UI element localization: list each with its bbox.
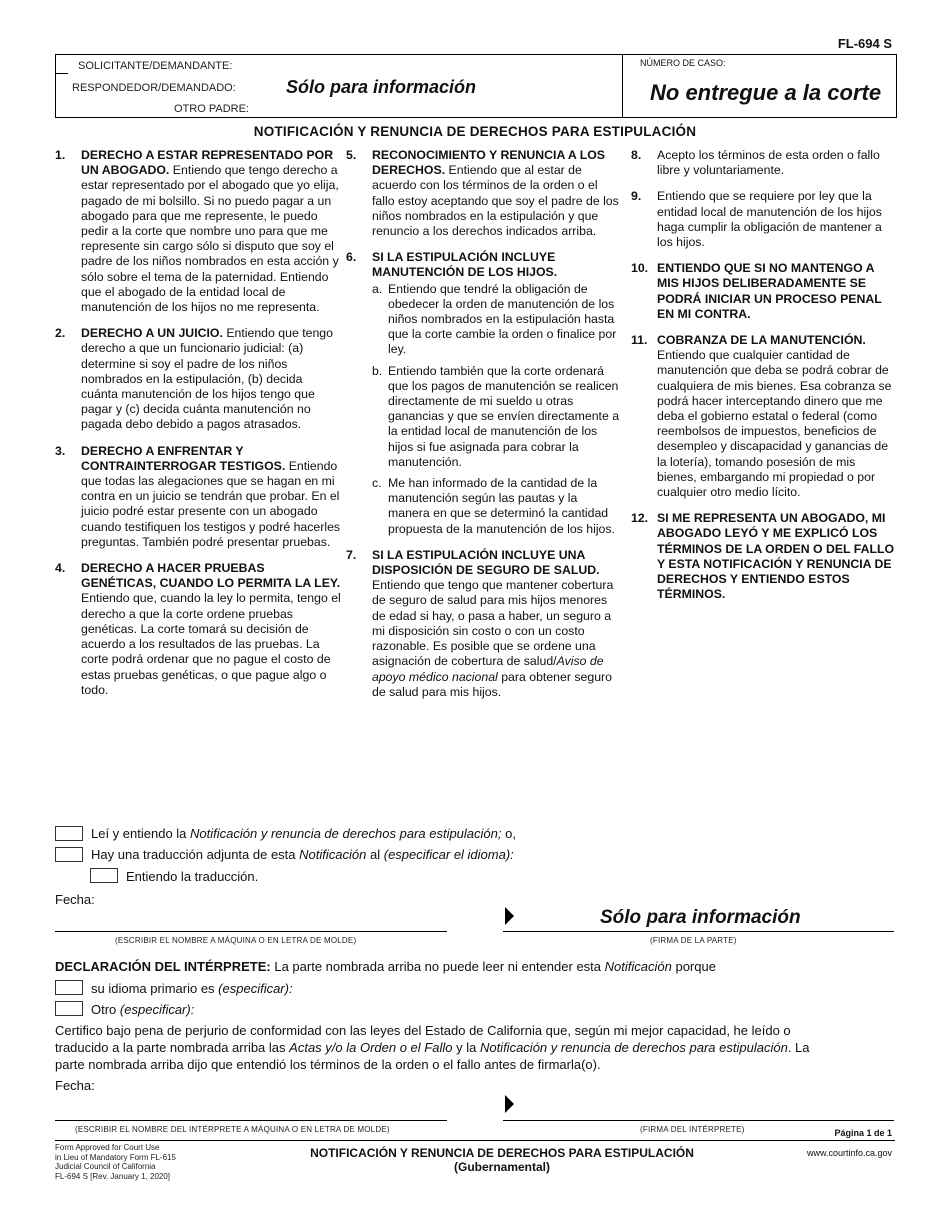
name-caption: (ESCRIBIR EL NOMBRE A MÁQUINA O EN LETRA DE MOLDE) bbox=[115, 936, 357, 945]
footer-subtitle: (Gubernamental) bbox=[453, 1160, 550, 1174]
item-heading: ENTIENDO QUE SI NO MANTENGO A MIS HIJOS DELIBERADAMENTE SE PODRÁ INICIAR UN PROCESO PENAL EN MI CONTRA. bbox=[657, 261, 882, 321]
item-body: Entiendo que, cuando la ley lo permita, tengo el derecho a que la corte ordene pruebas genéticas. La corte tomará su decisión de acuerdo a los resultados de las pruebas. La corte podrá ordenar que no pague el costo de estas pruebas genéticas, o que pague algo o todo. bbox=[81, 591, 341, 697]
text-italic: (especificar): bbox=[218, 981, 293, 996]
column-2 bbox=[346, 148, 621, 711]
other-reason-checkbox[interactable] bbox=[55, 1001, 83, 1016]
other-parent-label: OTRO PADRE: bbox=[174, 103, 249, 115]
item-3 bbox=[55, 444, 342, 550]
item-number: 7. bbox=[346, 547, 357, 562]
item-body: Entiendo que tengo derecho a estar representado por el abogado que yo elija, pagado de mi bolsillo. Si no puedo pagar a un abogado para que me represente, le puedo pedir a la corte que nombre uno para que me represente sin cargo sólo si disputo que soy el padre de los niños nombrados en esta acción y sólo sobre el tema de la paternidad. Entiendo que el abogado de la entidad local de manutención de los hijos no me representa. bbox=[81, 163, 339, 315]
item-number: 4. bbox=[55, 561, 66, 576]
text-italic: Notificación y renuncia de derechos para estipulación bbox=[479, 1040, 788, 1055]
interpreter-declaration bbox=[55, 958, 716, 975]
info-only-stamp: Sólo para información bbox=[286, 77, 477, 97]
item-heading: DERECHO A ESTAR REPRESENTADO POR UN ABOGADO. bbox=[81, 148, 334, 178]
approval-line: in Lieu of Mandatory Form FL-615 bbox=[55, 1152, 176, 1162]
item-heading: SI LA ESTIPULACIÓN INCLUYE UNA DISPOSICIÓN DE SEGURO DE SALUD. bbox=[372, 547, 600, 578]
item-1 bbox=[55, 148, 342, 315]
item-body: Entiendo que se requiere por ley que la entidad local de manutención de los hijos haga cumplir la obligación de mantener a los hijos. bbox=[657, 189, 882, 250]
item-body: Entiendo que todas las alegaciones que se hagan en mi contra en un juicio se tendrán que probar. En el juicio podré estar presente con un abogado cuando testifiquen los testigos y podré hacerles preguntas. También podré presentar pruebas. bbox=[81, 458, 341, 549]
form-id: FL-694 S bbox=[837, 36, 892, 51]
signature-caption: (FIRMA DE LA PARTE) bbox=[650, 936, 737, 945]
sign-here-arrow-icon bbox=[505, 907, 514, 925]
text-part: al bbox=[369, 847, 381, 862]
translation-checkbox[interactable] bbox=[55, 847, 83, 862]
item-10 bbox=[631, 261, 897, 322]
item-6 bbox=[346, 250, 621, 537]
page-title: NOTIFICACIÓN Y RENUNCIA DE DERECHOS PARA ESTIPULACIÓN bbox=[253, 124, 697, 139]
footer-rule bbox=[55, 1140, 895, 1141]
subitem-text: Me han informado de la cantidad de la manutención según las pautas y la manera en que se determinó la cantidad propuesta de la manutención de los hijos. bbox=[388, 476, 615, 536]
item-number: 3. bbox=[55, 443, 66, 458]
other-reason-text bbox=[91, 1002, 194, 1017]
item-body-italic: Aviso de apoyo médico nacional bbox=[372, 654, 604, 684]
item-heading: DERECHO A UN JUICIO. bbox=[81, 326, 223, 341]
text-italic: Actas y/o la Orden o el Fallo bbox=[289, 1040, 453, 1055]
item-4 bbox=[55, 561, 342, 698]
signature-info-only: Sólo para información bbox=[600, 907, 801, 928]
text-part: o, bbox=[505, 826, 516, 841]
interpreter-name-caption: (ESCRIBIR EL NOMBRE DEL INTÉRPRETE A MÁQUINA O EN LETRA DE MOLDE) bbox=[75, 1125, 390, 1134]
text-italic: Notificación y renuncia de derechos para estipulación; bbox=[190, 826, 502, 841]
item-9 bbox=[631, 189, 897, 250]
text-part: su idioma primario es bbox=[91, 981, 215, 996]
item-body: Entiendo que tengo derecho a que un funcionario judicial: (a) determine si soy el padre de los niños nombrados en la estipulación, (b) decida cuánta manutención de los hijos tengo que pagar y (c) decida cuánta manutención no pagada debo debido a pagos atrasados. bbox=[81, 326, 333, 432]
caption-divider bbox=[622, 54, 623, 118]
column-1 bbox=[55, 148, 342, 709]
cert-line-1: Certifico bajo pena de perjurio de conformidad con las leyes del Estado de California que, según mi mejor capacidad, he leído o bbox=[55, 1023, 791, 1038]
item-body: Acepto los términos de esta orden o fallo libre y voluntariamente. bbox=[657, 148, 880, 178]
subitem-letter: a. bbox=[372, 281, 383, 296]
certification-text bbox=[55, 1022, 895, 1073]
page-number: Página 1 de 1 bbox=[834, 1128, 892, 1138]
interpreter-date-label: Fecha: bbox=[55, 1078, 95, 1093]
case-number-label: NÚMERO DE CASO: bbox=[640, 58, 726, 68]
item-number: 11. bbox=[631, 333, 648, 348]
text-italic: (especificar el idioma): bbox=[383, 847, 514, 862]
approval-line: Form Approved for Court Use bbox=[55, 1143, 160, 1152]
text-part: Leí y entiendo la bbox=[91, 826, 187, 841]
subitem-letter: b. bbox=[372, 363, 383, 378]
text-italic: Notificación bbox=[604, 959, 672, 974]
cert-line-2 bbox=[55, 1039, 895, 1056]
do-not-file-stamp: No entregue a la corte bbox=[650, 80, 882, 105]
column-3 bbox=[631, 148, 897, 613]
text-italic: (especificar): bbox=[119, 1002, 195, 1017]
item-5 bbox=[346, 148, 621, 239]
item-heading: SI LA ESTIPULACIÓN INCLUYE MANUTENCIÓN DE LOS HIJOS. bbox=[372, 250, 558, 280]
understand-translation-checkbox[interactable] bbox=[90, 868, 118, 883]
item-number: 2. bbox=[55, 326, 66, 341]
item-heading: DERECHO A HACER PRUEBAS GENÉTICAS, CUANDO LO PERMITA LA LEY. bbox=[81, 561, 341, 591]
interpreter-heading: DECLARACIÓN DEL INTÉRPRETE: bbox=[55, 959, 271, 974]
item-body: Entiendo que cualquier cantidad de manutención que deba se podrá cobrar de cualquiera de mis bienes. Esa cobranza se podrá hacer interceptando dinero que me deba el gobierno estatal o federal (como reembolsos de impuestos, beneficios de desempleo y discapacidad y ganancias de la lotería), tomando posesión de mis bienes, embargando mi propiedad o por cualquier otro medio lícito. bbox=[657, 348, 892, 500]
text-part: traducido a la parte nombrada arriba las bbox=[55, 1040, 286, 1055]
interpreter-name-line[interactable] bbox=[55, 1120, 447, 1121]
item-8 bbox=[631, 148, 897, 178]
interpreter-signature-line[interactable] bbox=[503, 1120, 894, 1121]
respondent-label: RESPONDEDOR/DEMANDADO: bbox=[72, 82, 236, 94]
signature-line[interactable] bbox=[503, 931, 894, 932]
item-body: Entiendo que al estar de acuerdo con los términos de la orden o el fallo estoy aceptando que soy el padre de los niños nombrados en la estipulación y que renuncio a los derechos indicados arriba. bbox=[372, 163, 619, 239]
text-part: Otro bbox=[91, 1002, 117, 1017]
text-part: Hay una traducción adjunta de esta bbox=[91, 847, 296, 862]
item-11 bbox=[631, 333, 897, 500]
item-number: 9. bbox=[631, 189, 642, 204]
understand-translation-text: Entiendo la traducción. bbox=[126, 869, 259, 884]
petitioner-label: SOLICITANTE/DEMANDANTE: bbox=[78, 60, 233, 72]
primary-language-text bbox=[91, 981, 293, 996]
item-number: 12. bbox=[631, 511, 649, 526]
subitem-letter: c. bbox=[372, 476, 382, 491]
subitem-a bbox=[372, 282, 621, 358]
item-7 bbox=[346, 548, 621, 700]
item-heading: DERECHO A ENFRENTAR Y CONTRAINTERROGAR TESTIGOS. bbox=[81, 443, 286, 473]
item-number: 5. bbox=[346, 148, 357, 162]
primary-language-checkbox[interactable] bbox=[55, 980, 83, 995]
item-number: 8. bbox=[631, 148, 642, 162]
subitem-text: Entiendo también que la corte ordenará que los pagos de manutención se realicen directamente de mi sueldo u otras ganancias y que se envíen directamente a la entidad local de manutención de los hijos si fue asignada para cobrar la manutención. bbox=[388, 363, 620, 469]
name-line[interactable] bbox=[55, 931, 447, 932]
item-heading: RECONOCIMIENTO Y RENUNCIA A LOS DERECHOS. bbox=[372, 148, 605, 178]
approval-line: FL-694 S [Rev. January 1, 2020] bbox=[55, 1171, 171, 1181]
caption-tick bbox=[56, 73, 68, 74]
translation-text bbox=[91, 847, 514, 862]
footer-title: NOTIFICACIÓN Y RENUNCIA DE DERECHOS PARA ESTIPULACIÓN bbox=[310, 1146, 694, 1160]
subitem-text: Entiendo que tendré la obligación de obedecer la orden de manutención de los niños nombrados en la estipulación hasta que la corte cambie la orden o finalice por ley. bbox=[388, 281, 617, 357]
subitem-b bbox=[372, 364, 621, 470]
item-number: 10. bbox=[631, 261, 649, 276]
read-understand-checkbox[interactable] bbox=[55, 826, 83, 841]
item-body: Entiendo que tengo que mantener cobertura de seguro de salud para mis hijos menores de edad si hay, o pasa a haber, un seguro a mi disposición sin costo o con un costo razonable. Es posible que se ordene una asignación de cobertura de salud/ bbox=[372, 578, 614, 669]
text-italic: Notificación bbox=[299, 847, 367, 862]
text-part: . La bbox=[787, 1040, 810, 1055]
interpreter-sign-arrow-icon bbox=[505, 1095, 514, 1113]
subitem-c bbox=[372, 476, 621, 537]
item-heading: COBRANZA DE LA MANUTENCIÓN. bbox=[657, 333, 866, 348]
interpreter-signature-caption: (FIRMA DEL INTÉRPRETE) bbox=[640, 1125, 745, 1134]
approval-line: Judicial Council of California bbox=[55, 1162, 156, 1171]
text-part: y la bbox=[456, 1040, 477, 1055]
item-12 bbox=[631, 511, 897, 602]
text-part: La parte nombrada arriba no puede leer ni entender esta bbox=[274, 959, 602, 974]
date-label: Fecha: bbox=[55, 892, 95, 907]
website-link[interactable]: www.courtinfo.ca.gov bbox=[806, 1148, 892, 1158]
item-number: 1. bbox=[55, 148, 66, 162]
text-part: porque bbox=[675, 959, 716, 974]
read-understand-text bbox=[91, 826, 516, 841]
item-number: 6. bbox=[346, 250, 357, 265]
item-heading: SI ME REPRESENTA UN ABOGADO, MI ABOGADO LEYÓ Y ME EXPLICÓ LOS TÉRMINOS DE LA ORDEN O DEL FALLO Y ESTA NOTIFICACIÓN Y RENUNCIA DE DERECHOS Y ENTIENDO ESTOS TÉRMINOS. bbox=[657, 511, 895, 602]
cert-line-3: parte nombrada arriba dijo que entendió los términos de la orden o el fallo antes de firmarla(o). bbox=[55, 1057, 601, 1072]
item-body-end: para obtener seguro de salud para mis hijos. bbox=[372, 669, 612, 699]
item-2 bbox=[55, 326, 342, 432]
